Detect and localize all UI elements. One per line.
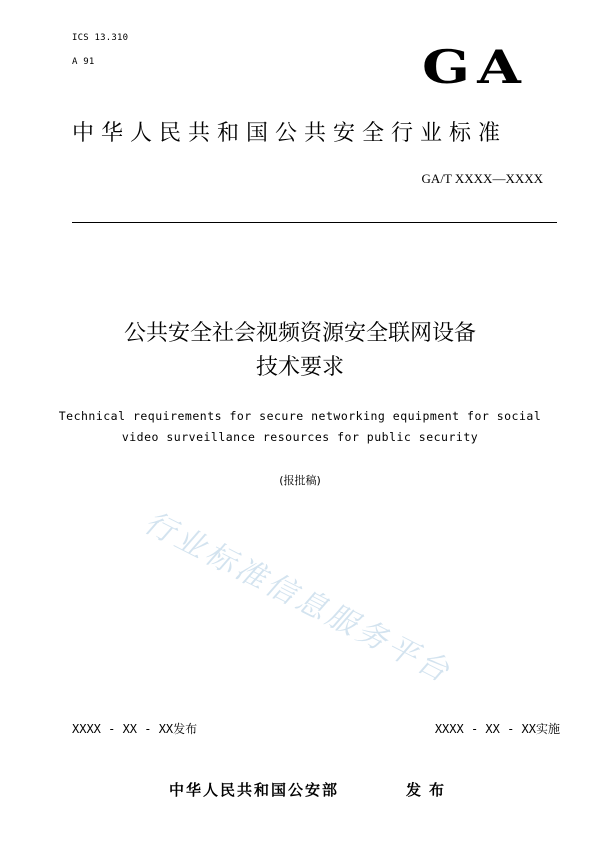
watermark: 行业标准信息服务平台 xyxy=(138,505,458,691)
publish-date-block xyxy=(72,720,197,737)
implement-date-block xyxy=(435,720,560,737)
english-title-line-2: video surveillance resources for public security xyxy=(121,430,479,444)
ics-code: ICS 13.310 xyxy=(72,33,129,43)
issue-word: 发布 xyxy=(406,781,453,799)
english-title-line-1: Technical requirements for secure networking equipment for social xyxy=(58,409,542,423)
header-divider xyxy=(72,222,557,223)
publish-label: 发布 xyxy=(173,722,198,736)
standard-number: GA/T XXXX—XXXX xyxy=(421,171,543,186)
issuing-authority: 中华人民共和国公安部 xyxy=(169,781,340,799)
implement-label: 实施 xyxy=(535,722,560,736)
standard-type-title: 中华人民共和国公共安全行业标准 xyxy=(72,121,508,146)
ga-logo: GA xyxy=(422,40,529,94)
implement-date: XXXX - XX - XX xyxy=(434,722,536,736)
publish-date: XXXX - XX - XX xyxy=(72,722,174,736)
chinese-title-line-1: 公共安全社会视频资源安全联网设备 xyxy=(123,321,476,346)
chinese-title-line-2: 技术要求 xyxy=(255,355,344,380)
ccs-code: A 91 xyxy=(72,57,95,67)
draft-status: (报批稿) xyxy=(279,474,321,487)
